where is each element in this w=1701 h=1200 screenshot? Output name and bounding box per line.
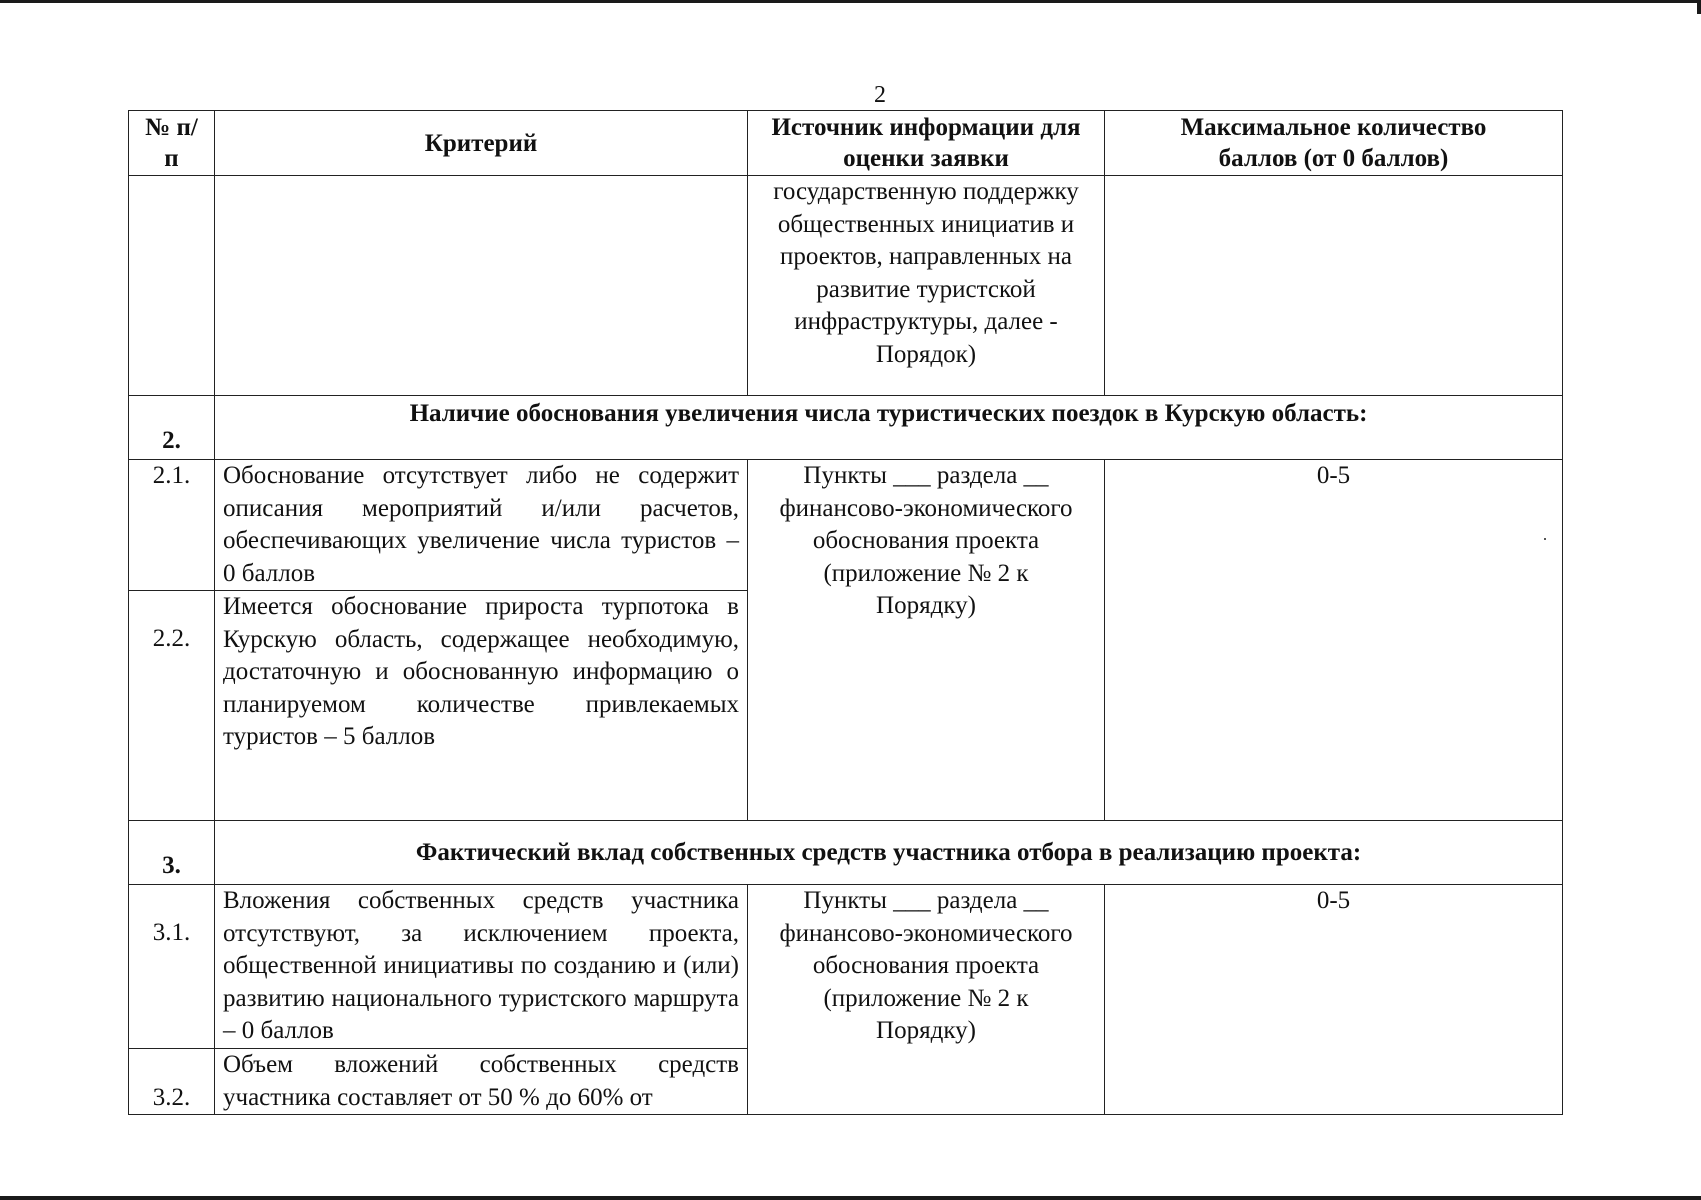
page-number: 2 <box>874 82 886 108</box>
section-2-row <box>129 396 1563 460</box>
section-2-max: 0-5 <box>1105 460 1563 821</box>
header-source: Источник информации для оценки заявки <box>748 111 1105 176</box>
continuation-num <box>129 176 215 396</box>
header-criterion: Критерий <box>215 111 748 176</box>
continuation-source: государственную поддержку общественных инициатив и проектов, направленных на развитие туристской инфраструктуры, далее - Порядок) <box>748 176 1105 396</box>
section-3-title: Фактический вклад собственных средств участника отбора в реализацию проекта: <box>215 821 1563 885</box>
item-3-2-text: Объем вложений собственных средств участника составляет от 50 % до 60% от <box>215 1049 748 1115</box>
criteria-table <box>128 110 1563 1115</box>
scan-edge-right <box>1697 0 1701 14</box>
item-3-1-text: Вложения собственных средств участника отсутствуют, за исключением проекта, общественной инициативы по созданию и (или) развитию национального туристского маршрута – 0 баллов <box>215 885 748 1049</box>
item-2-1-row <box>129 460 1563 591</box>
item-2-2-num: 2.2. <box>129 591 215 821</box>
continuation-criterion <box>215 176 748 396</box>
item-2-1-text: Обоснование отсутствует либо не содержит описания мероприятий и/или расчетов, обеспечивающих увеличение числа туристов – 0 баллов <box>215 460 748 591</box>
header-max: Максимальное количество баллов (от 0 баллов) <box>1105 111 1563 176</box>
continuation-max <box>1105 176 1563 396</box>
item-3-1-row <box>129 885 1563 1049</box>
section-3-max: 0-5 <box>1105 885 1563 1115</box>
header-row <box>129 111 1563 176</box>
section-2-source: Пункты ___ раздела __ финансово-экономического обоснования проекта (приложение № 2 к Порядку) <box>748 460 1105 821</box>
item-2-1-num: 2.1. <box>129 460 215 591</box>
header-num: № п/п <box>129 111 215 176</box>
section-3-row <box>129 821 1563 885</box>
scan-edge-bottom <box>0 1196 1701 1200</box>
item-3-1-num: 3.1. <box>129 885 215 1049</box>
continuation-row <box>129 176 1563 396</box>
section-2-num: 2. <box>129 396 215 460</box>
item-3-2-num: 3.2. <box>129 1049 215 1115</box>
item-2-2-text: Имеется обоснование прироста турпотока в Курскую область, содержащее необходимую, достаточную и обоснованную информацию о планируемом количестве привлекаемых туристов – 5 баллов <box>215 591 748 821</box>
section-3-num: 3. <box>129 821 215 885</box>
section-2-title: Наличие обоснования увеличения числа туристических поездок в Курскую область: <box>215 396 1563 460</box>
scan-edge-top <box>0 0 1701 3</box>
section-3-source: Пункты ___ раздела __ финансово-экономического обоснования проекта (приложение № 2 к Порядку) <box>748 885 1105 1115</box>
